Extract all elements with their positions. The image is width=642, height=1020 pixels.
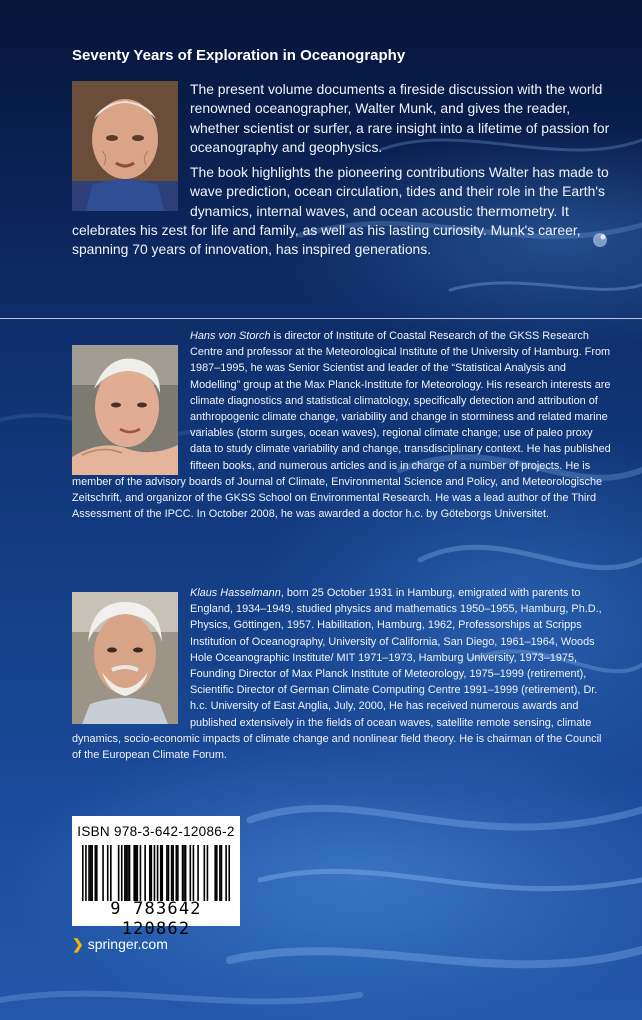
- barcode-bar: [182, 845, 184, 901]
- barcode-bar: [204, 845, 206, 901]
- isbn-barcode-box: [72, 816, 240, 939]
- barcode-image: [82, 845, 230, 901]
- barcode-bar: [121, 845, 123, 901]
- barcode-bar: [133, 845, 135, 901]
- chevron-right-icon: ❯: [72, 936, 84, 952]
- barcode-bar: [151, 845, 153, 901]
- barcode-bar: [96, 845, 98, 901]
- bio-hans-von-storch: [72, 328, 612, 522]
- barcode-bar: [175, 845, 177, 901]
- barcode-bar: [137, 845, 139, 901]
- barcode-bar: [228, 845, 230, 901]
- barcode-bar: [107, 845, 109, 901]
- photo-spacer: [72, 328, 178, 469]
- barcode-bar: [118, 845, 120, 901]
- photo-spacer: [72, 585, 178, 729]
- ean-number: 9 783642 120862: [110, 899, 202, 939]
- barcode-bar: [172, 845, 174, 901]
- barcode-bar: [214, 845, 216, 901]
- photo-spacer: [72, 80, 178, 212]
- book-title: Seventy Years of Exploration in Oceanography: [72, 47, 406, 64]
- bio-klaus-hasselmann: [72, 585, 612, 763]
- barcode-bar: [197, 845, 199, 901]
- barcode-bar: [91, 845, 93, 901]
- barcode-bar: [135, 845, 137, 901]
- barcode-bar: [160, 845, 162, 901]
- barcode-bar: [185, 845, 187, 901]
- barcode-bar: [193, 845, 195, 901]
- divider-line: [0, 318, 642, 319]
- barcode-bar: [127, 845, 129, 901]
- barcode-bar: [166, 845, 168, 901]
- intro-text: [72, 80, 612, 266]
- barcode-bar: [171, 845, 173, 901]
- barcode-bar: [94, 845, 96, 901]
- barcode-bar: [124, 845, 126, 901]
- intro-paragraph-1: The present volume documents a fireside discussion with the world renowned oceanographer, Walter Munk, and gives the reader, whether scientist or surfer, a rare insight into a lifetime of passion for oceanography and geophysics.: [190, 81, 610, 155]
- barcode-bar: [140, 845, 142, 901]
- isbn-label: ISBN 978-3-642-12086-2: [77, 824, 235, 839]
- barcode-bar: [177, 845, 179, 901]
- barcode-bar: [126, 845, 128, 901]
- author-name: Hans von Storch: [190, 330, 271, 342]
- barcode-bar: [189, 845, 191, 901]
- barcode-bar: [207, 845, 209, 901]
- barcode-bar: [110, 845, 112, 901]
- intro-paragraph-2: The book highlights the pioneering contributions Walter has made to wave prediction, ocean circulation, tides and their role in the Earth's dynamics, internal waves, and ocean acoustic thermometry. It celebrates his zest for life and family, as well as his lasting curiosity. Munk's career, spanning 70 years of innovation, has inspired generations.: [72, 164, 609, 258]
- barcode-bar: [216, 845, 218, 901]
- barcode-bar: [144, 845, 146, 901]
- barcode-bar: [82, 845, 84, 901]
- barcode-bar: [129, 845, 131, 901]
- bio-text: , born 25 October 1931 in Hamburg, emigrated with parents to England, 1934–1949, studied physics and mathematics 1950–1955, Hamburg, Ph.D., Physics, Göttingen, 1957. Habilitation, Hamburg, 1962, Professorships at Scripps Institution of Oceanography, University of California, San Diego, 1961–1964, Woods Hole Oceanographic Institute/ MIT 1971–1973, Hamburg University, 1973–1975, Founding Director of Max Planck Institute of Meteorology, 1975–1999 (retirement), Scientific Director of German Climate Computing Centre 1991–1999 (retirement), Dr. h.c. University of East Anglia, July, 2000, He has received numerous awards and published extensively in the fields of ocean waves, satellite remote sensing, climate dynamics, socio-economic impacts of climate change and nonlinear field theory. He is chairman of the Council of the European Climate Forum.: [72, 587, 602, 762]
- barcode-bar: [221, 845, 223, 901]
- barcode-bar: [225, 845, 227, 901]
- barcode-bar: [149, 845, 151, 901]
- publisher-link[interactable]: [72, 936, 168, 953]
- barcode-bar: [154, 845, 156, 901]
- barcode-bar: [183, 845, 185, 901]
- barcode-bar: [219, 845, 221, 901]
- publisher-url: springer.com: [87, 936, 168, 952]
- bio-text: is director of Institute of Coastal Research of the GKSS Research Centre and professor at the Meteorological Institute of the University of Hamburg. From 1987–1995, he was Senior Scientist and leader of the “Statistical Analysis and Modelling” group at the Max Planck-Institute for Meteorology. His research interests are climate diagnostics and statistical climatology, specifically detection and attribution of anthropogenic climate change, variability and change in storminess and related marine variables (storm surges, ocean waves), regional climate change; use of paleo proxy data to study climate variability and change, transdisciplinary context. He has published fifteen books, and numerous articles and is in charge of a number of projects. He is member of the advisory boards of Journal of Climate, Environmental Science and Policy, and Meteorologische Zeitschrift, and organizor of the GKSS School on Environmental Research. He was a lead author of the Third Assessment of the IPCC. In October 2008, he was awarded a doctor h.c. by Göteborgs Universitet.: [72, 330, 611, 521]
- author-name: Klaus Hasselmann: [190, 587, 281, 599]
- barcode-bar: [102, 845, 104, 901]
- barcode-bar: [85, 845, 87, 901]
- barcode-bar: [90, 845, 92, 901]
- barcode-bar: [168, 845, 170, 901]
- barcode-bar: [88, 845, 90, 901]
- barcode-bar: [161, 845, 163, 901]
- barcode-bar: [157, 845, 159, 901]
